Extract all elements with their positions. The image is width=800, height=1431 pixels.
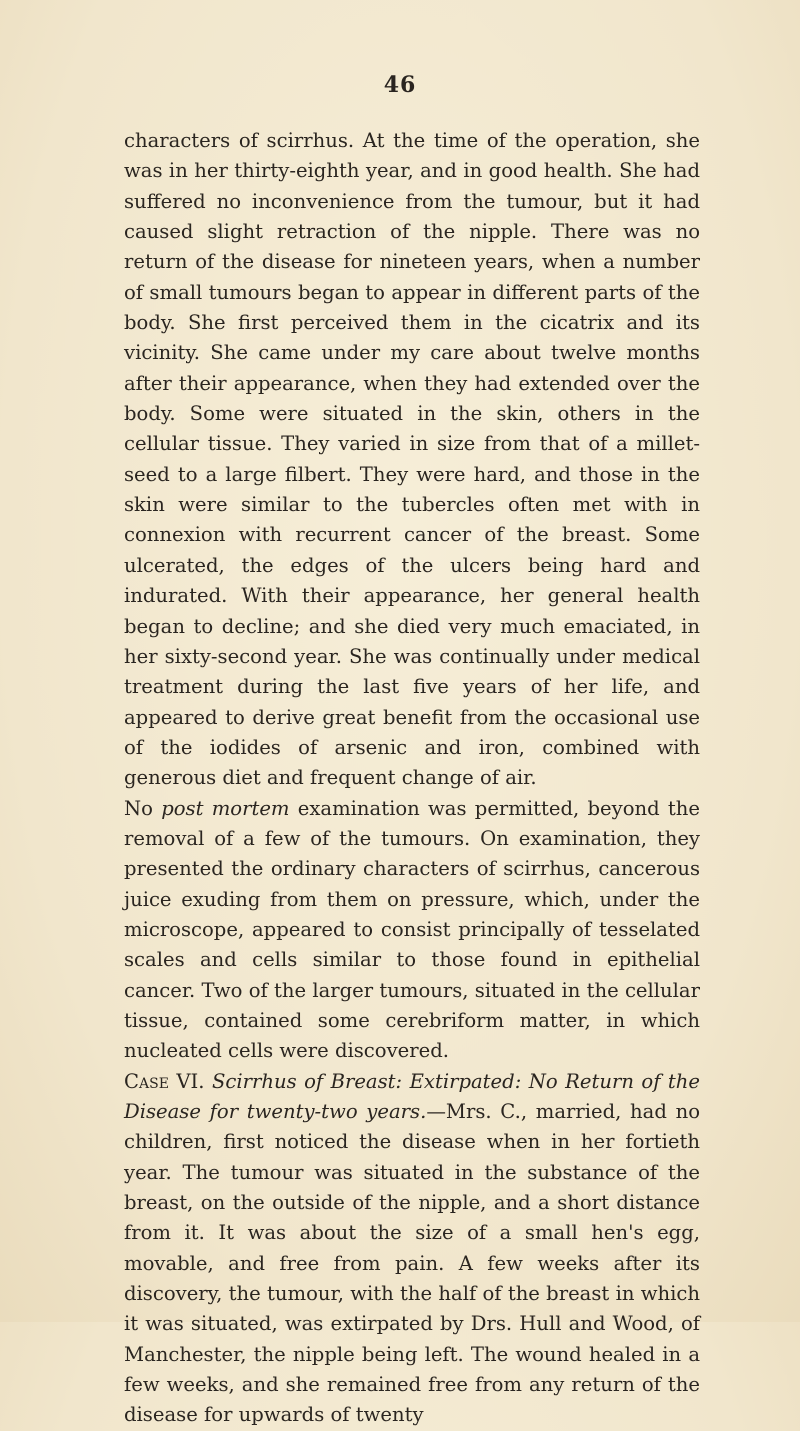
paragraph-2-rest: examination was permitted, beyond the removal of a few of the tumours. On examination, they presented the ordinary characters of scirrhus, cancerous juice exuding from them on pressure, which, under the microscope, appeared to consist principally of tesselated scales and cells similar to those found in epithelial cancer. Two of the larger tumours, situated in the cellular tissue, contained some cerebriform matter, in which nucleated cells were discovered. <box>124 796 700 1063</box>
paragraph-2 <box>124 794 700 1067</box>
body-text <box>124 126 700 1431</box>
case-label: Case VI. <box>124 1069 205 1093</box>
page-number: 46 <box>383 72 417 98</box>
paragraph-3 <box>124 1067 700 1431</box>
paragraph-3-rest: —Mrs. C., married, had no children, first noticed the disease when in her fortieth year. The tumour was situated in the substance of the breast, on the outside of the nipple, and a short distance from it. It was about the size of a small hen's egg, movable, and free from pain. A few weeks after its discovery, the tumour, with the half of the breast in which it was situated, was extirpated by Drs. Hull and Wood, of Manchester, the nipple being left. The wound healed in a few weeks, and she remained free from any return of the disease for upwards of twenty <box>124 1100 701 1427</box>
paragraph-1: characters of scirrhus. At the time of the operation, she was in her thirty-eighth year, and in good health. She had suffered no inconvenience from the tumour, but it had caused slight retraction of the nipple. There was no return of the disease for nineteen years, when a number of small tumours began to appear in different parts of the body. She first perceived them in the cicatrix and its vicinity. She came under my care about twelve months after their appearance, when they had extended over the body. Some were situated in the skin, others in the cellular tissue. They varied in size from that of a millet-seed to a large filbert. They were hard, and those in the skin were similar to the tubercles often met with in connexion with recurrent cancer of the breast. Some ulcerated, the edges of the ulcers being hard and indurated. With their appearance, her general health began to decline; and she died very much emaciated, in her sixty-second year. She was continually under medical treatment during the last five years of her life, and appeared to derive great benefit from the occasional use of the iodides of arsenic and iron, combined with generous diet and frequent change of air. <box>124 129 700 790</box>
case-heading: Scirrhus of Breast: Extirpated: No Return of the Disease for twenty-two years. <box>124 1069 700 1123</box>
paragraph-2-lead: No <box>124 796 162 820</box>
paragraph-2-italic: post mortem <box>161 796 290 820</box>
